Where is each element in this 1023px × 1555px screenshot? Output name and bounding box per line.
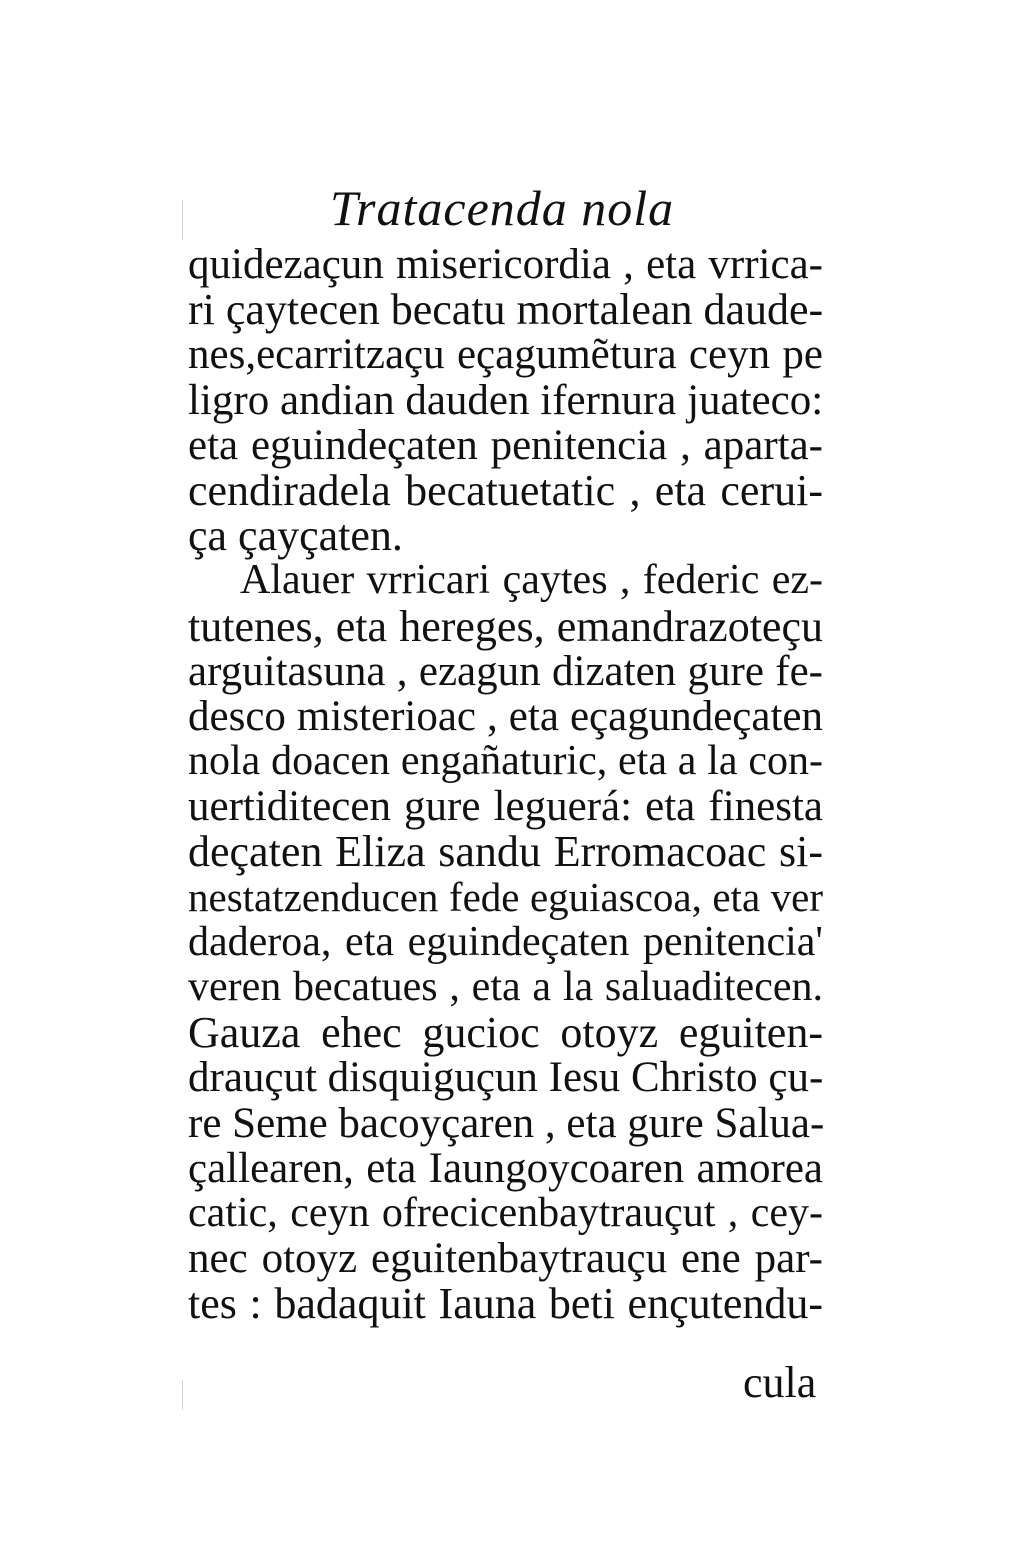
text-line: tes : badaquit Iauna beti ençutendu- [188,1279,823,1329]
body-text [188,242,838,1327]
text-line: deçaten Eliza sandu Erromacoac si- [188,827,823,877]
page-edge-mark [182,200,183,240]
text-line: daderoa, eta eguindeçaten penitencia' [188,918,823,965]
text-line: re Seme bacoyçaren , eta gure Salua- [188,1099,825,1147]
text-line: ça çayçaten. [188,511,403,561]
text-line: ligro andian dauden ifernura juateco: [188,376,824,424]
text-line: Gauza ehec gucioc otoyz eguiten- [188,1008,823,1058]
text-line: çallearen, eta Iaungoycoaren amorea [188,1144,823,1192]
text-line: ri çaytecen becatu mortalean daude- [188,285,824,335]
text-line: desco misterioac , eta eçagundeçaten [188,692,823,740]
text-line: nes,ecarritzaçu eçagumẽtura ceyn pe [188,331,823,379]
text-line: veren becatues , eta a la saluaditecen. [188,964,823,1010]
catchword: cula [743,1358,817,1407]
text-line: quidezaçun misericordia , eta vrrica- [188,241,823,288]
text-line: Alauer vrricari çaytes , federic ez- [240,557,823,604]
text-line: nestatzenducen fede eguiascoa, eta ver [188,873,823,920]
text-line: uertiditecen gure leguerá: eta finesta [188,783,823,831]
text-line: nec otoyz eguitenbaytrauçu ene par- [188,1235,823,1283]
running-head: Tratacenda nola [330,180,675,236]
page-edge-mark [182,1380,183,1410]
text-line: eta eguindeçaten penitencia , aparta- [188,421,823,469]
text-line: arguitasuna , ezagun dizaten gure fe- [188,647,823,695]
text-line: drauçut disquiguçun Iesu Christo çu- [188,1054,824,1102]
text-line: tutenes, eta hereges, emandrazoteçu [188,601,823,651]
text-line: cendiradela becatuetatic , eta cerui- [188,465,823,515]
text-line: catic, ceyn ofrecicenbaytrauçut , cey- [188,1189,823,1236]
text-line: nola doacen engañaturic, eta a la con- [188,738,823,785]
